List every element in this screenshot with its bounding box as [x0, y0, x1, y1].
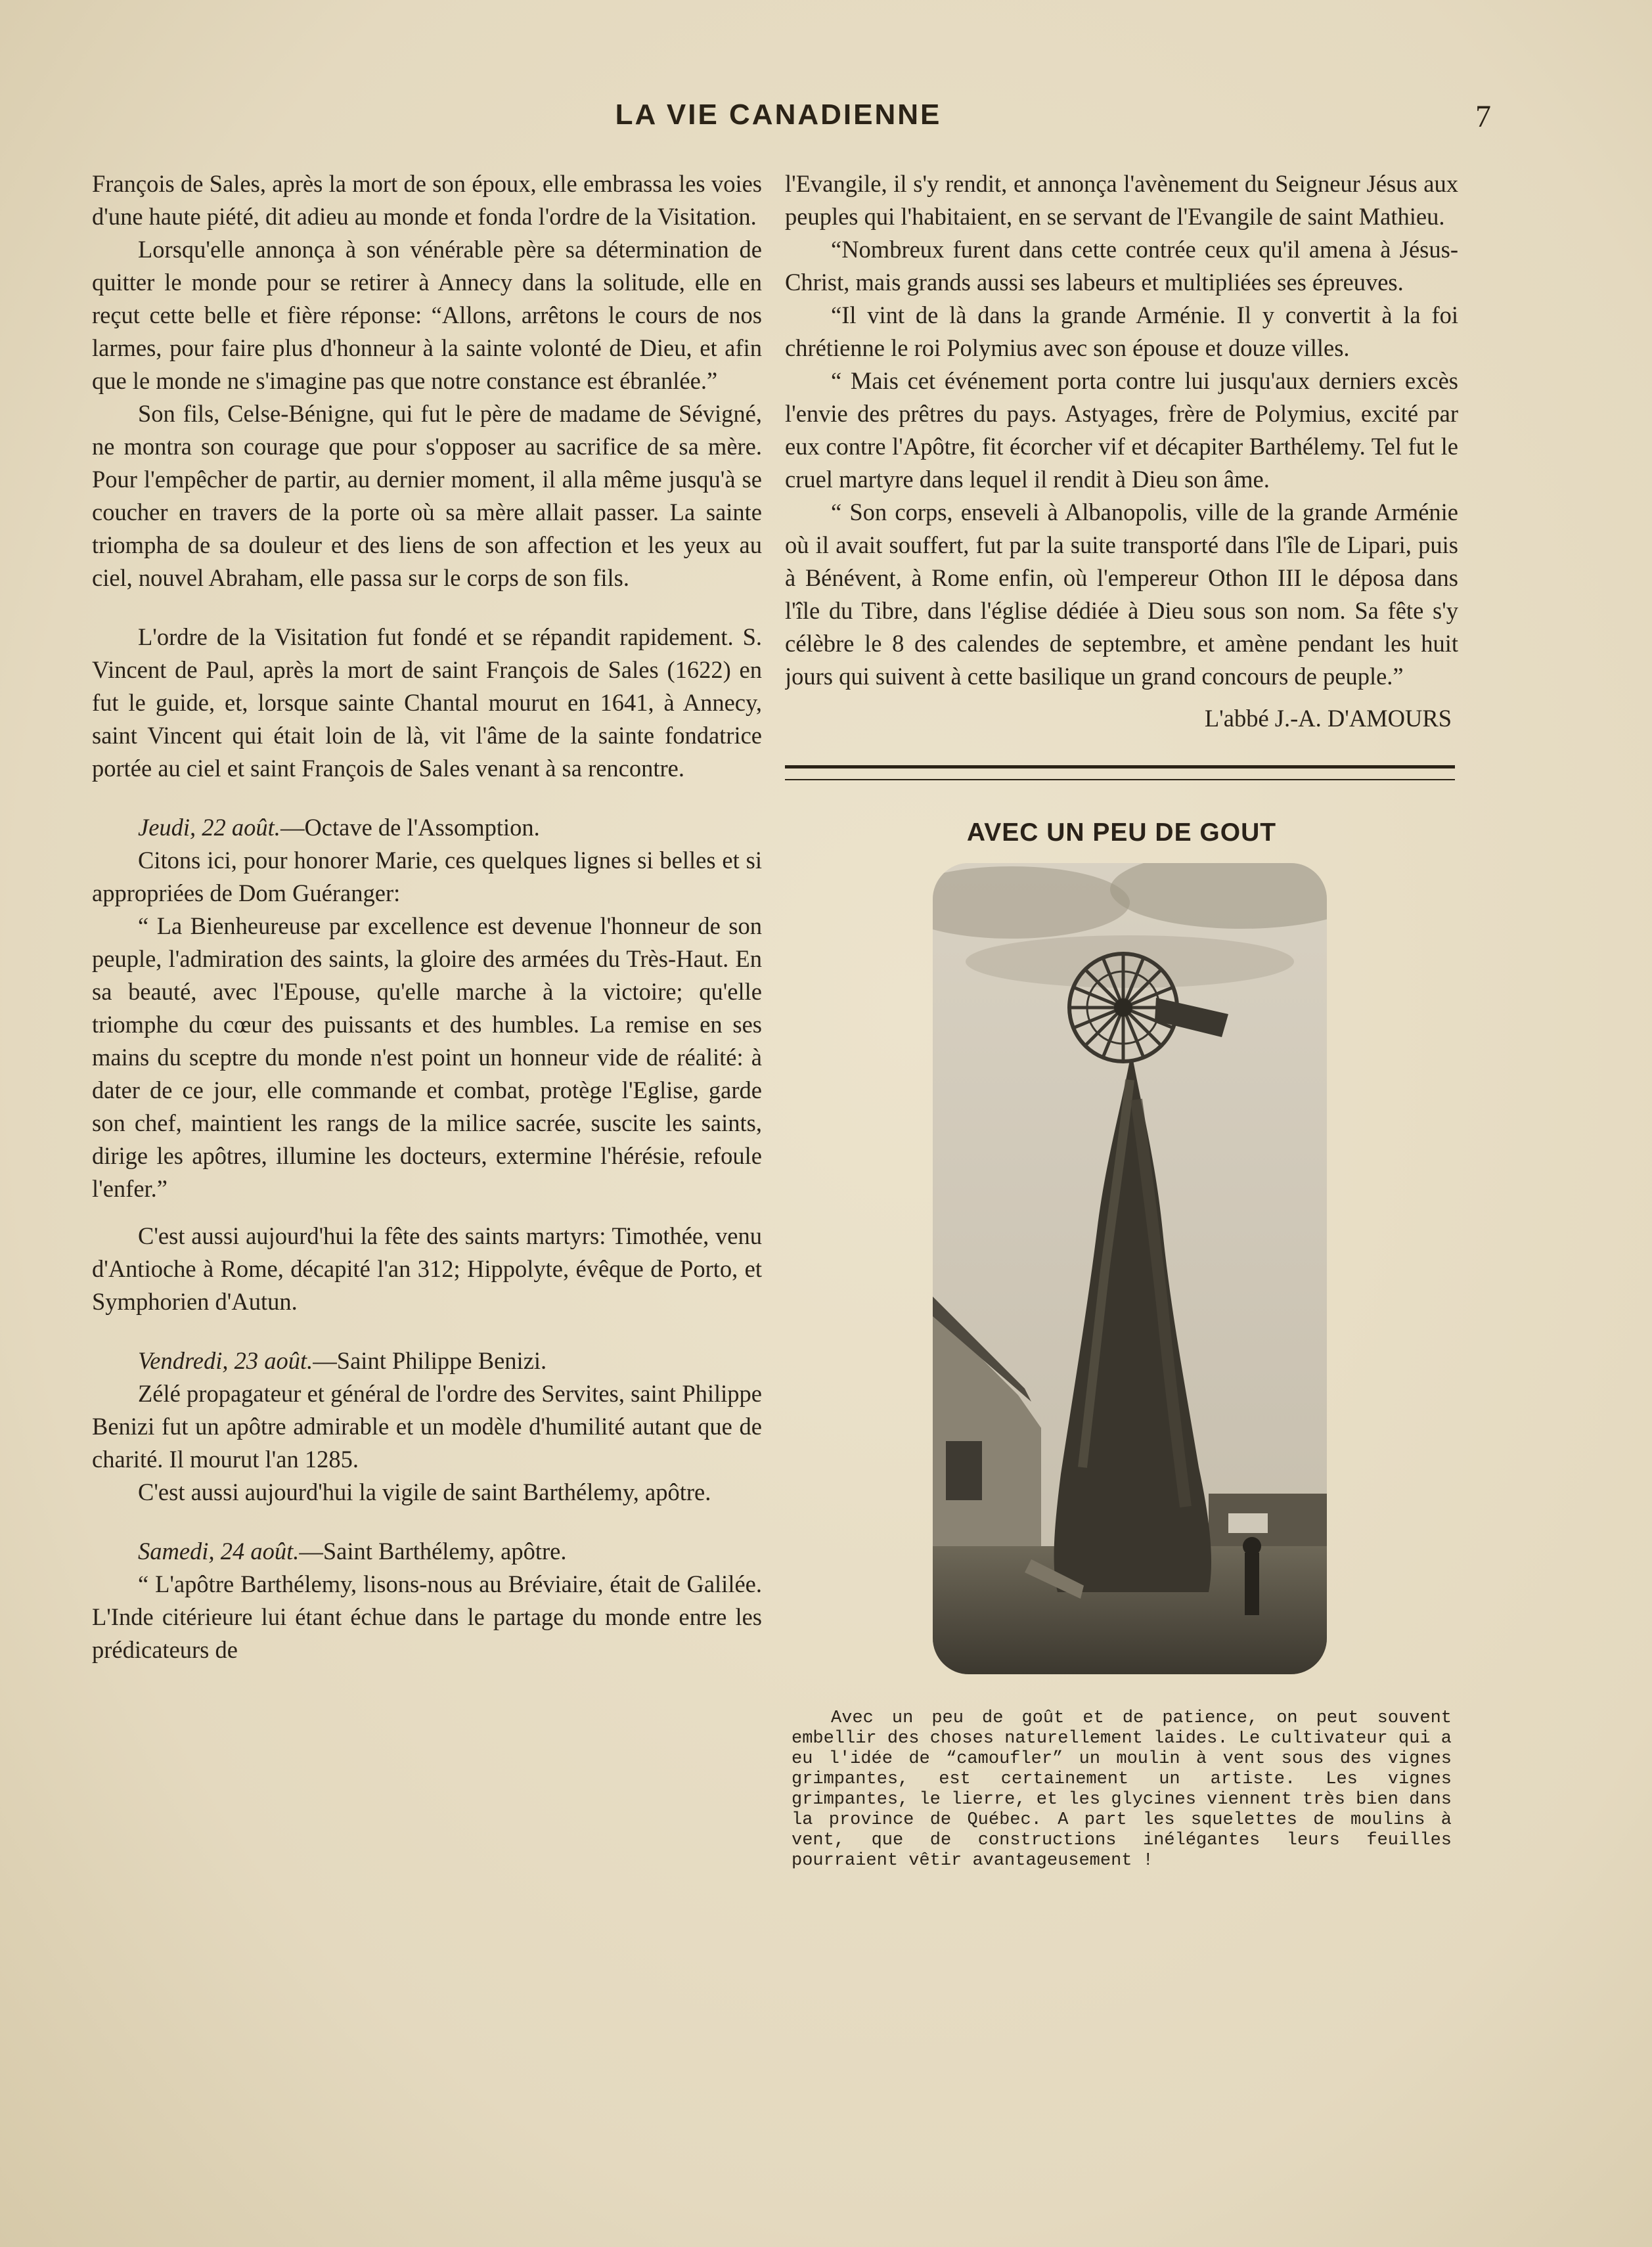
page-number: 7	[1475, 99, 1491, 134]
paragraph: “Nombreux furent dans cette contrée ceux qu'il amena à Jésus-Christ, mais grands aussi ses labeurs et multipliées ses épreuves.	[785, 236, 1458, 296]
right-column	[785, 167, 1458, 2138]
quotation: “ La Bienheureuse par excellence est devenue l'honneur de son peuple, l'admiration des saints, la gloire des armées du Très-Haut. En sa beauté, avec l'Epouse, qu'elle marche à la victoire; qu'elle triomphe du cœur des puissants et des humbles. La remise en ses mains du sceptre du monde n'est point un honneur vide de réalité: à dater de ce jour, elle commande et combat, protège l'Eglise, garde son chef, maintient les rangs de la milice sacrée, suscite les saints, dirige les apôtres, illumine les docteurs, extermine l'hérésie, refoule l'enfer.”	[92, 912, 762, 1202]
windmill-photo	[933, 863, 1327, 1674]
paragraph: C'est aussi aujourd'hui la vigile de saint Barthélemy, apôtre.	[138, 1479, 711, 1505]
day-entry-samedi	[92, 1535, 762, 1568]
day-heading: Jeudi, 22 août.	[138, 814, 280, 841]
paragraph: “Il vint de là dans la grande Arménie. Il y convertit à la foi chrétienne le roi Polymius avec son épouse et douze villes.	[785, 301, 1458, 361]
photo-frame	[933, 863, 1327, 1674]
day-heading: Samedi, 24 août.	[138, 1538, 300, 1565]
vine-covered-windmill-illustration	[933, 863, 1327, 1674]
day-heading: Vendredi, 23 août.	[138, 1347, 313, 1374]
day-title: —Octave de l'Assomption.	[280, 814, 540, 841]
paragraph: Zélé propagateur et général de l'ordre des Servites, saint Philippe Benizi fut un apôtre admirable et un modèle d'humilité autant que de charité. Il mourut l'an 1285.	[92, 1380, 762, 1473]
paragraph: “ Mais cet événement porta contre lui jusqu'aux derniers excès l'envie des prêtres du pays. Astyages, frère de Polymius, excité par eux contre l'Apôtre, fit écorcher vif et décapiter Barthélemy. Tel fut le cruel martyre dans lequel il rendit à Dieu son âme.	[785, 367, 1458, 493]
page-header	[92, 99, 1491, 151]
paragraph: C'est aussi aujourd'hui la fête des saints martyrs: Timothée, venu d'Antioche à Rome, décapité l'an 312; Hippolyte, évêque de Porto, et Symphorien d'Autun.	[92, 1222, 762, 1315]
day-entry-jeudi	[92, 811, 762, 844]
paragraph: François de Sales, après la mort de son époux, elle embrassa les voies d'une haute piété, dit adieu au monde et fonda l'ordre de la Visitation.	[92, 170, 762, 230]
section-divider	[785, 765, 1455, 780]
author-signature: L'abbé J.-A. D'AMOURS	[1204, 705, 1452, 732]
paragraph: “ Son corps, enseveli à Albanopolis, ville de la grande Arménie où il avait souffert, fut par la suite transporté dans l'île de Lipari, puis à Bénévent, à Rome enfin, où l'empereur Othon III le déposa dans l'île du Tibre, dans l'église dédiée à Dieu sous son nom. Sa fête s'y célèbre le 8 des calendes de septembre, et amène pendant les huit jours qui suivent à cette basilique un grand concours de peuple.”	[785, 499, 1458, 690]
quotation: “ L'apôtre Barthélemy, lisons-nous au Bréviaire, était de Galilée. L'Inde citérieure lui étant échue dans le partage du monde entre les prédicateurs de	[92, 1570, 762, 1663]
photo-caption: Avec un peu de goût et de patience, on peut souvent embellir des choses naturellement laides. Le cultivateur qui a eu l'idée de “camoufler” un moulin à vent sous des vignes grimpantes, est certainement un artiste. Les vignes grimpantes, le lierre, et les glycines viennent très bien dans la province de Québec. A part les squelettes de moulins à vent, que de constructions inélégantes leurs feuilles pourraient vêtir avantageusement !	[792, 1708, 1452, 1871]
left-column	[92, 167, 762, 2138]
running-title: LA VIE CANADIENNE	[615, 99, 942, 131]
day-entry-vendredi	[92, 1345, 762, 1377]
paragraph: l'Evangile, il s'y rendit, et annonça l'avènement du Seigneur Jésus aux peuples qui l'habitaient, en se servant de l'Evangile de saint Mathieu.	[785, 170, 1458, 230]
day-title: —Saint Barthélemy, apôtre.	[299, 1538, 567, 1565]
paragraph: Son fils, Celse-Bénigne, qui fut le père de madame de Sévigné, ne montra son courage que pour s'opposer au sacrifice de sa mère. Pour l'empêcher de partir, au dernier moment, il alla même jusqu'à se coucher en travers de la porte où sa mère allait passer. La sainte triompha de sa douleur et des liens de son affection et les yeux au ciel, nouvel Abraham, elle passa sur le corps de son fils.	[92, 400, 762, 591]
paragraph: Lorsqu'elle annonça à son vénérable père sa détermination de quitter le monde pour se retirer à Annecy dans la solitude, elle en reçut cette belle et fière réponse: “Allons, arrêtons le cours de nos larmes, pour faire plus d'honneur à la sainte volonté de Dieu, et afin que le monde ne s'imagine pas que notre constance est ébranlée.”	[92, 236, 762, 394]
paragraph: L'ordre de la Visitation fut fondé et se répandit rapidement. S. Vincent de Paul, après la mort de saint François de Sales (1622) en fut le guide, et, lorsque sainte Chantal mourut en 1641, à Annecy, saint Vincent qui était loin de là, vit l'âme de la sainte fondatrice portée au ciel et saint François de Sales venant à sa rencontre.	[92, 623, 762, 782]
section-title: AVEC UN PEU DE GOUT	[966, 818, 1277, 847]
day-title: —Saint Philippe Benizi.	[313, 1347, 547, 1374]
paragraph: Citons ici, pour honorer Marie, ces quelques lignes si belles et si appropriées de Dom Guéranger:	[92, 847, 762, 906]
